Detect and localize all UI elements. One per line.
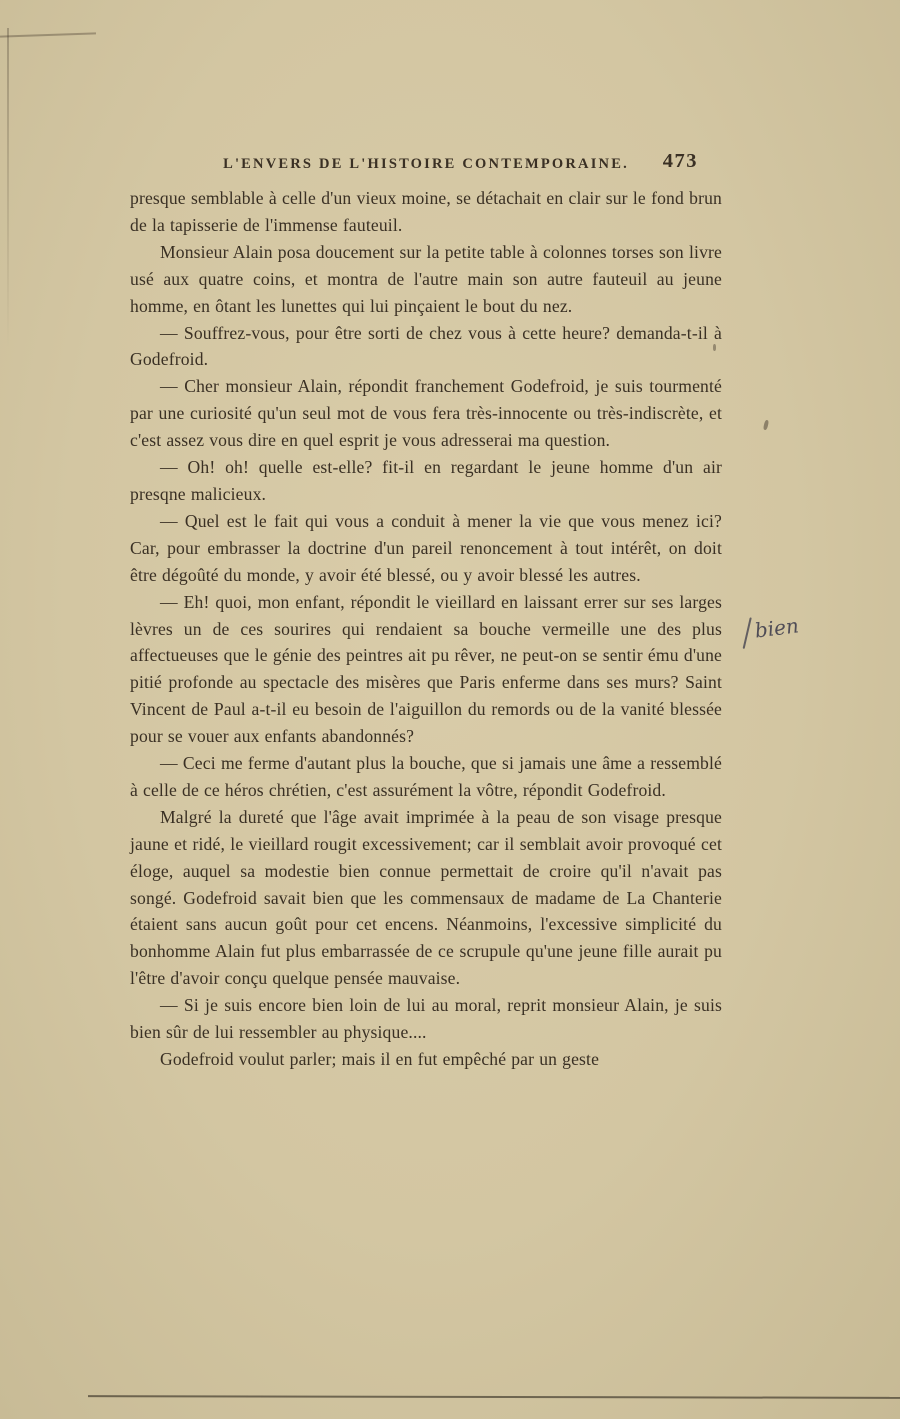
scan-artifact-bottom-page-edge	[88, 1395, 900, 1399]
margin-note-slash-mark	[743, 617, 752, 649]
paragraph-dialogue: — Souffrez-vous, pour être sorti de chez vous à cette heure? demanda-t-il à Godefroid.	[130, 322, 722, 370]
text-block	[130, 185, 722, 1073]
paragraph-dialogue: — Quel est le fait qui vous a conduit à mener la vie que vous menez ici? Car, pour embrasser la doctrine d'un pareil renoncement à tout intérêt, on doit être dégoûté du monde, y avoir été blessé, ou y avoir blessé les autres.	[130, 510, 722, 585]
paragraph-dialogue: — Si je suis encore bien loin de lui au moral, reprit monsieur Alain, je suis bien sûr de lui ressembler au physique....	[130, 995, 722, 1043]
scan-artifact-left-page-edge	[7, 28, 9, 348]
margin-note-text: bien	[753, 613, 801, 643]
paragraph: Malgré la dureté que l'âge avait imprimée à la peau de son visage presque jaune et ridé, le vieillard rougit excessivement; car il semblait avoir provoqué cet éloge, auquel sa modestie bien connue permettait de croire qu'il n'avait pas songé. Godefroid savait bien que les commensaux de madame de La Chanterie étaient sans aucun goût pour cet encens. Néanmoins, l'excessive simplicité du bonhomme Alain fut plus embarrassée de ce scrupule qu'une jeune fille aurait pu l'être d'avoir conçu quelque pensée mauvaise.	[130, 806, 722, 989]
paragraph-continuation: presque semblable à celle d'un vieux moine, se détachait en clair sur le fond brun de la tapisserie de l'immense fauteuil.	[130, 188, 722, 235]
paragraph: Godefroid voulut parler; mais il en fut empêché par un geste	[160, 1049, 600, 1069]
paragraph-dialogue: — Cher monsieur Alain, répondit franchement Godefroid, je suis tourmenté par une curiosité qu'un seul mot de vous fera très-innocente ou très-indiscrète, et c'est assez vous dire en quel esprit je vous adresserai ma question.	[130, 376, 722, 451]
page-header	[130, 151, 722, 177]
handwritten-margin-note	[744, 611, 800, 649]
scan-artifact-speck	[713, 344, 716, 351]
scan-artifact-speck	[763, 420, 769, 431]
running-title: L'ENVERS DE L'HISTOIRE CONTEMPORAINE.	[223, 156, 629, 172]
paragraph-dialogue: — Eh! quoi, mon enfant, répondit le vieillard en laissant errer sur ses larges lèvres un de ces sourires qui rendaient sa bouche vermeille une des plus affectueuses que le génie des peintres ait pu rêver, ne peut-on se sentir ému d'une pitié profonde au spectacle des misères que Paris enferme dans ses murs? Saint Vincent de Paul a-t-il eu besoin de l'aiguillon du remords ou de la vanité blessée pour se vouer aux enfants abandonnés?	[130, 591, 722, 747]
paragraph-dialogue: — Oh! oh! quelle est-elle? fit-il en regardant le jeune homme d'un air presqne malicieux.	[130, 457, 722, 504]
scan-artifact-topleft-page-edge	[0, 32, 96, 37]
page-number: 473	[662, 150, 698, 172]
paragraph: Monsieur Alain posa doucement sur la petite table à colonnes torses son livre usé aux quatre coins, et montra de l'autre main son autre fauteuil au jeune homme, en ôtant les lunettes qui lui pinçaient le bout du nez.	[130, 241, 722, 316]
paragraph-dialogue: — Ceci me ferme d'autant plus la bouche, que si jamais une âme a ressemblé à celle de ce héros chrétien, c'est assurément la vôtre, répondit Godefroid.	[130, 753, 722, 800]
